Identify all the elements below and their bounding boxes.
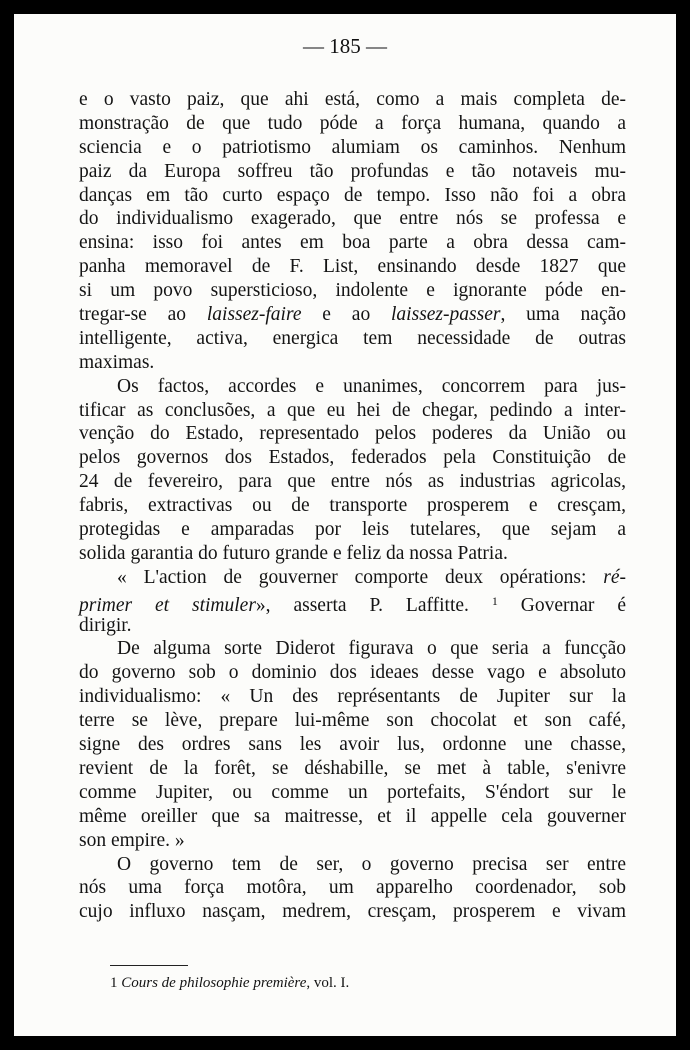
text-line bbox=[79, 805, 626, 829]
text-line bbox=[79, 255, 626, 279]
text-segment: Governar é bbox=[497, 594, 626, 616]
italic-phrase: laissez-passer bbox=[391, 304, 501, 326]
text-line bbox=[79, 160, 626, 184]
italic-phrase: ré- bbox=[603, 566, 626, 588]
text-segment: do individualismo exagerado, que entre nós se professa e bbox=[79, 208, 626, 230]
text-segment: O governo tem de ser, o governo precisa ser entre bbox=[117, 853, 626, 875]
text-segment: terre se lève, prepare lui-même son chocolat et son café, bbox=[79, 710, 626, 732]
text-segment: fabris, extractivas ou de transporte prosperem e cresçam, bbox=[79, 495, 626, 517]
text-segment: », asserta P. Laffitte. bbox=[255, 594, 492, 616]
text-line bbox=[79, 399, 626, 423]
text-segment: pelos governos dos Estados, federados pela Constituição de bbox=[79, 447, 626, 469]
text-line bbox=[79, 470, 626, 494]
text-segment: revient de la forêt, se déshabille, se met à table, s'enivre bbox=[79, 757, 626, 779]
text-line bbox=[79, 88, 626, 112]
text-segment: intelligente, activa, energica tem necessidade de outras bbox=[79, 327, 626, 349]
text-line bbox=[79, 351, 626, 375]
text-line bbox=[79, 303, 626, 327]
text-line bbox=[79, 207, 626, 231]
text-line bbox=[79, 614, 626, 638]
footnote bbox=[110, 975, 349, 992]
page-number: — 185 — bbox=[303, 34, 387, 58]
text-segment: panha memoravel de F. List, ensinando desde 1827 que bbox=[79, 256, 626, 278]
text-line bbox=[79, 327, 626, 351]
text-segment: si um povo supersticioso, indolente e ignorante póde en- bbox=[79, 280, 626, 302]
text-segment: venção do Estado, representado pelos poderes da União ou bbox=[79, 423, 626, 445]
text-segment: cujo influxo nasçam, medrem, cresçam, prosperem e vivam bbox=[79, 901, 626, 923]
text-line bbox=[79, 661, 626, 685]
text-line bbox=[79, 876, 626, 900]
text-segment: e ao bbox=[301, 304, 392, 326]
italic-phrase: laissez-faire bbox=[206, 304, 302, 326]
text-segment: signe des ordres sans les avoir lus, ordonne une chasse, bbox=[79, 734, 626, 756]
text-line bbox=[79, 590, 626, 614]
footnote-rest: , vol. I. bbox=[306, 975, 350, 991]
text-segment: De alguma sorte Diderot figurava o que seria a funcção bbox=[117, 638, 626, 660]
text-line bbox=[79, 446, 626, 470]
text-segment: tificar as conclusões, a que eu hei de chegar, pedindo a inter- bbox=[79, 399, 626, 421]
text-line bbox=[79, 494, 626, 518]
text-segment: comme Jupiter, ou comme un portefaits, S'éndort sur le bbox=[79, 781, 626, 803]
text-line bbox=[79, 136, 626, 160]
text-segment: , uma nação bbox=[500, 304, 626, 326]
footnote-marker: 1 bbox=[110, 975, 118, 991]
text-segment: individualismo: « Un des représentants de Jupiter sur la bbox=[79, 686, 626, 708]
text-segment: protegidas e amparadas por leis tutelares, que sejam a bbox=[79, 519, 626, 541]
text-segment: tregar-se ao bbox=[79, 304, 207, 326]
text-line bbox=[79, 279, 626, 303]
text-line bbox=[79, 518, 626, 542]
text-line bbox=[79, 685, 626, 709]
text-line bbox=[79, 637, 626, 661]
text-line bbox=[79, 757, 626, 781]
text-segment: « L'action de gouverner comporte deux opérations: bbox=[117, 566, 604, 588]
text-segment: Os factos, accordes e unanimes, concorrem para jus- bbox=[117, 375, 626, 397]
text-segment: sciencia e o patriotismo alumiam os caminhos. Nenhum bbox=[79, 136, 626, 158]
italic-phrase: primer et stimuler bbox=[79, 594, 256, 616]
text-segment: nós uma força motôra, um apparelho coordenador, sob bbox=[79, 877, 626, 899]
text-segment: monstração de que tudo póde a força humana, quando a bbox=[79, 112, 626, 134]
text-line bbox=[79, 566, 626, 590]
book-page bbox=[14, 14, 676, 1036]
text-line bbox=[79, 112, 626, 136]
text-line bbox=[79, 184, 626, 208]
text-segment: dirigir. bbox=[79, 614, 132, 636]
text-segment: maximas. bbox=[79, 351, 155, 373]
text-segment: e o vasto paiz, que ahi está, como a mais completa de- bbox=[79, 89, 626, 110]
text-segment: do governo sob o dominio dos ideaes desse vago e absoluto bbox=[79, 662, 626, 684]
footnote-reference: 1 bbox=[491, 593, 498, 608]
text-segment: son empire. » bbox=[79, 829, 185, 851]
text-segment: solida garantia do futuro grande e feliz da nossa Patria. bbox=[79, 542, 508, 564]
text-segment: paiz da Europa soffreu tão profundas e tão notaveis mu- bbox=[79, 160, 626, 182]
text-line bbox=[79, 781, 626, 805]
text-line bbox=[79, 375, 626, 399]
text-segment: danças em tão curto espaço de tempo. Isso não foi a obra bbox=[79, 184, 626, 206]
text-line bbox=[79, 709, 626, 733]
text-line bbox=[79, 829, 626, 853]
body-text bbox=[79, 88, 626, 924]
text-line bbox=[79, 422, 626, 446]
text-segment: même oreiller que sa maitresse, et il appelle cela gouverner bbox=[79, 805, 626, 827]
text-segment: 24 de fevereiro, para que entre nós as industrias agricolas, bbox=[79, 471, 626, 493]
footnote-work-title: Cours de philosophie première bbox=[121, 975, 307, 991]
text-line bbox=[79, 231, 626, 255]
text-line bbox=[79, 853, 626, 877]
text-line bbox=[79, 733, 626, 757]
text-segment: ensina: isso foi antes em boa parte a obra dessa cam- bbox=[79, 232, 626, 254]
text-line bbox=[79, 542, 626, 566]
footnote-rule bbox=[110, 965, 188, 966]
text-line bbox=[79, 900, 626, 924]
